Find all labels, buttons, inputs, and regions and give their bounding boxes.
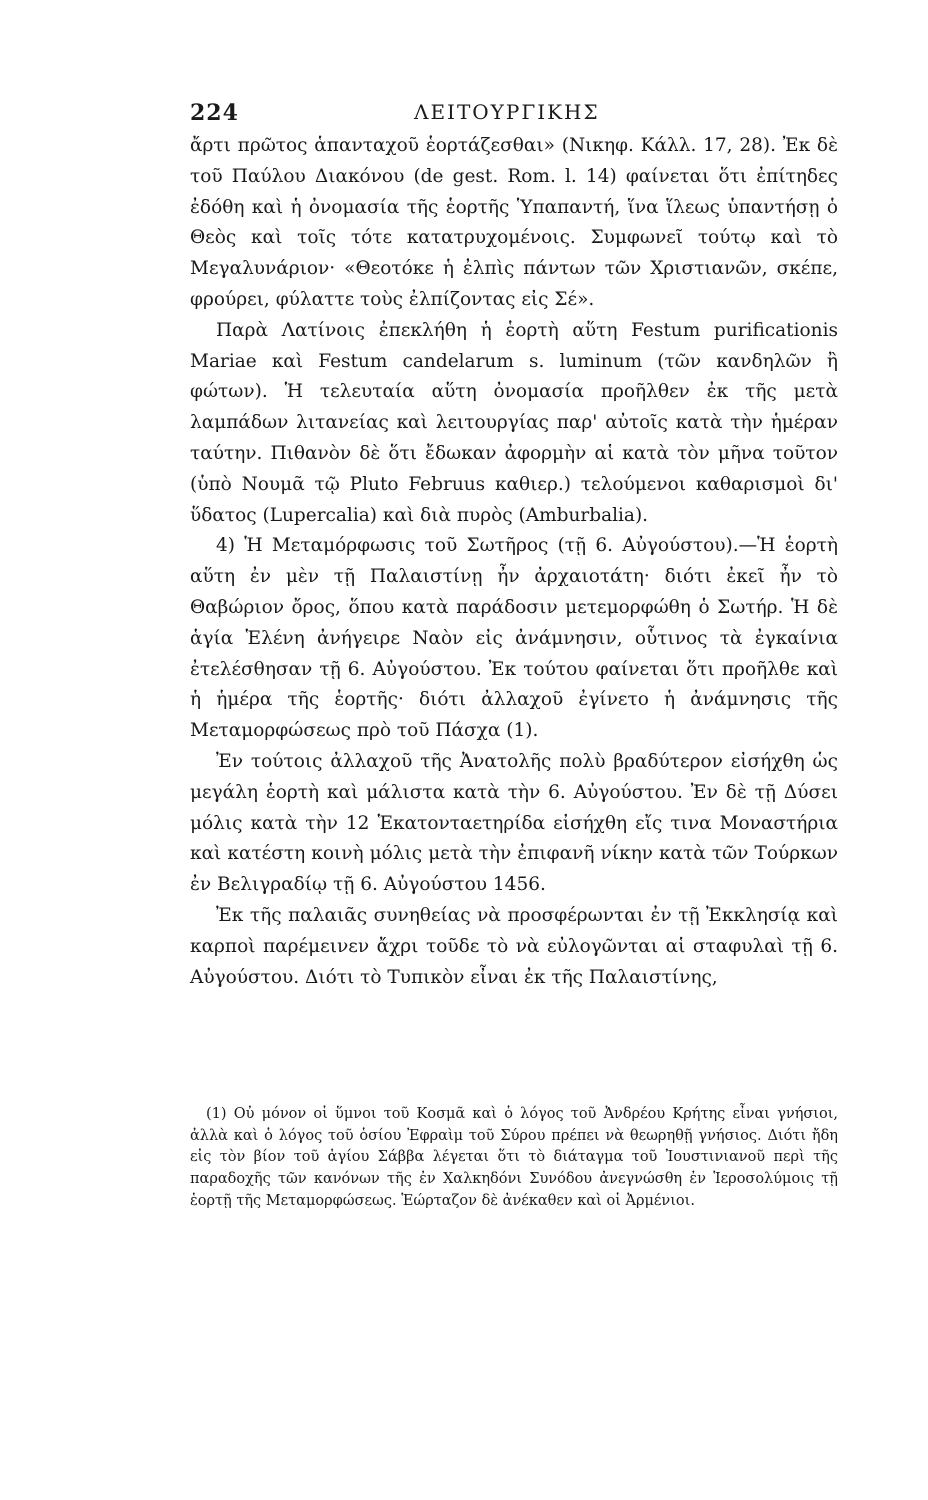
running-title: ΛΕΙΤΟΥΡΓΙΚΗΣ [414, 100, 600, 124]
footnote: (1) Οὐ μόνον οἱ ὕμνοι τοῦ Κοσμᾶ καὶ ὁ λόγος τοῦ Ἀνδρέου Κρήτης εἶναι γνήσιοι, ἀλλὰ καὶ ὁ λόγος τοῦ ὁσίου Ἐφραὶμ τοῦ Σύρου πρέπει νὰ θεωρηθῇ γνήσιος. Διότι ἤδη εἰς τὸν βίον τοῦ ἁγίου Σάββα λέγεται ὅτι τὸ διάταγμα τοῦ Ἰουστινιανοῦ περὶ τῆς παραδοχῆς τῶν κανόνων τῆς ἐν Χαλκηδόνι Συνόδου ἀνεγνώσθη ἐν Ἱεροσολύμοις τῇ ἑορτῇ τῆς Μεταμορφώσεως. Ἑώρταζον δὲ ἀνέκαθεν καὶ οἱ Ἀρμένιοι. [190, 1106, 838, 1209]
paragraph: ἄρτι πρῶτος ἁπανταχοῦ ἑορτάζεσθαι» (Νικηφ. Κάλλ. 17, 28). Ἐκ δὲ τοῦ Παύλου Διακόνου (de gest. Rom. l. 14) φαίνεται ὅτι ἐπίτηδες ἐδόθη καὶ ἡ ὀνομασία τῆς ἑορτῆς Ὑπαπαντή, ἵνα ἵλεως ὑπαντήσῃ ὁ Θεὸς καὶ τοῖς τότε κατατρυχομένοις. Συμφωνεῖ τούτῳ καὶ τὸ Μεγαλυνάριον· «Θεοτόκε ἡ ἐλπὶς πάντων τῶν Χριστιανῶν, σκέπε, φρούρει, φύλαττε τοὺς ἐλπίζοντας εἰς Σέ». [190, 135, 838, 310]
main-text [190, 131, 838, 993]
paragraph: Ἐκ τῆς παλαιᾶς συνηθείας νὰ προσφέρωνται ἐν τῇ Ἐκκλησίᾳ καὶ καρποὶ παρέμεινεν ἄχρι τοῦδε τὸ νὰ εὐλογῶνται αἱ σταφυλαὶ τῇ 6. Αὐγούστου. Διότι τὸ Τυπικὸν εἶναι ἐκ τῆς Παλαιστίνης, [190, 904, 838, 988]
page-header [190, 100, 838, 130]
paragraph: Ἐν τούτοις ἀλλαχοῦ τῆς Ἀνατολῆς πολὺ βραδύτερον εἰσήχθη ὡς μεγάλη ἑορτὴ καὶ μάλιστα κατὰ τὴν 6. Αὐγούστου. Ἐν δὲ τῇ Δύσει μόλις κατὰ τὴν 12 Ἑκατονταετηρίδα εἰσήχθη εἴς τινα Μοναστήρια καὶ κατέστη κοινὴ μόλις μετὰ τὴν ἐπιφανῆ νίκην κατὰ τῶν Τούρκων ἐν Βελιγραδίῳ τῇ 6. Αὐγούστου 1456. [190, 750, 838, 896]
paragraph: 4) Ἡ Μεταμόρφωσις τοῦ Σωτῆρος (τῇ 6. Αὐγούστου).—Ἡ ἑορτὴ αὕτη ἐν μὲν τῇ Παλαιστίνῃ ἦν ἀρχαιοτάτη· διότι ἐκεῖ ἦν τὸ Θαβώριον ὄρος, ὅπου κατὰ παράδοσιν μετεμορφώθη ὁ Σωτήρ. Ἡ δὲ ἁγία Ἑλένη ἀνήγειρε Ναὸν εἰς ἀνάμνησιν, οὗτινος τὰ ἐγκαίνια ἐτελέσθησαν τῇ 6. Αὐγούστου. Ἐκ τούτου φαίνεται ὅτι προῆλθε καὶ ἡ ἡμέρα τῆς ἑορτῆς· διότι ἀλλαχοῦ ἐγίνετο ἡ ἀνάμνησις τῆς Μεταμορφώσεως πρὸ τοῦ Πάσχα (1). [190, 535, 838, 742]
page-number: 224 [190, 100, 239, 126]
paragraph: Παρὰ Λατίνοις ἐπεκλήθη ἡ ἑορτὴ αὕτη Festum purificationis Mariae καὶ Festum candelarum s. luminum (τῶν κανδηλῶν ἢ φώτων). Ἡ τελευταία αὕτη ὀνομασία προῆλθεν ἐκ τῆς μετὰ λαμπάδων λιτανείας καὶ λειτουργίας παρ' αὐτοῖς κατὰ τὴν ἡμέραν ταύτην. Πιθανὸν δὲ ὅτι ἔδωκαν ἀφορμὴν αἱ κατὰ τὸν μῆνα τοῦτον (ὑπὸ Νουμᾶ τῷ Pluto Februus καθιερ.) τελούμενοι καθαρισμοὶ δι' ὕδατος (Lupercalia) καὶ διὰ πυρὸς (Amburbalia). [190, 319, 838, 526]
footnotes [190, 1104, 838, 1213]
